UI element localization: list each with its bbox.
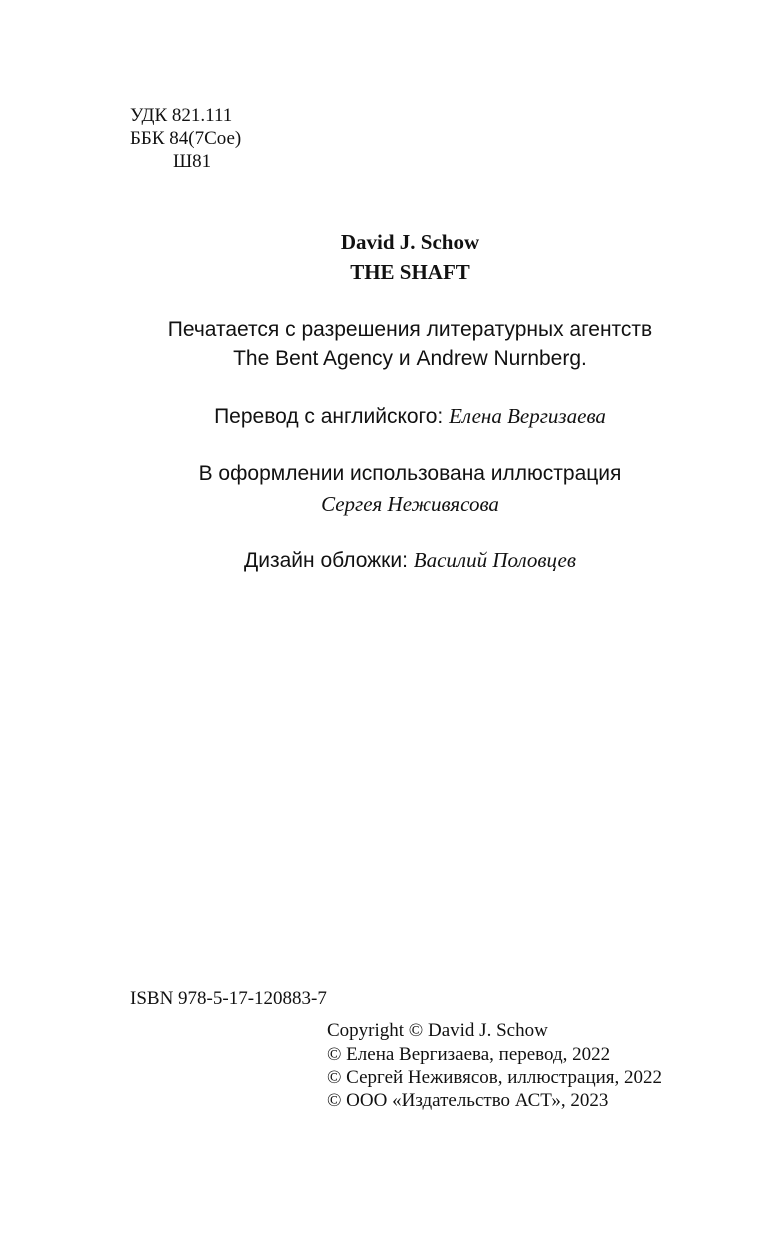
copyright-line: © Елена Вергизаева, перевод, 2022: [327, 1044, 611, 1065]
illustrator-name-line: [0, 490, 768, 521]
illustrator-name: Сергея Неживясова: [321, 492, 499, 516]
copyright-line: © ООО «Издательство АСТ», 2023: [327, 1090, 609, 1111]
permission-line-2: The Bent Agency и Andrew Nurnberg.: [233, 347, 587, 370]
permission-line-1: Печатается с разрешения литературных агентств: [167, 318, 653, 341]
translation-credit: [0, 402, 768, 431]
author-mark: Ш81: [173, 151, 212, 172]
bbk-code: ББК 84(7Сое): [130, 128, 242, 149]
cover-design-label: Дизайн обложки:: [244, 549, 414, 572]
translator-name: Елена Вергизаева: [449, 404, 606, 428]
copyright-line: © Сергей Неживясов, иллюстрация, 2022: [327, 1067, 663, 1088]
cover-designer-name: Василий Половцев: [413, 548, 576, 572]
cover-design-credit: [0, 546, 768, 575]
copyright-line: Copyright © David J. Schow: [327, 1020, 548, 1041]
original-author: David J. Schow: [340, 230, 480, 254]
udk-code: УДК 821.111: [130, 105, 233, 126]
illustration-credit-line: В оформлении использована иллюстрация: [198, 462, 622, 485]
translation-label: Перевод с английского:: [214, 405, 450, 428]
isbn: ISBN 978-5-17-120883-7: [130, 988, 327, 1009]
original-title: THE SHAFT: [350, 260, 470, 284]
